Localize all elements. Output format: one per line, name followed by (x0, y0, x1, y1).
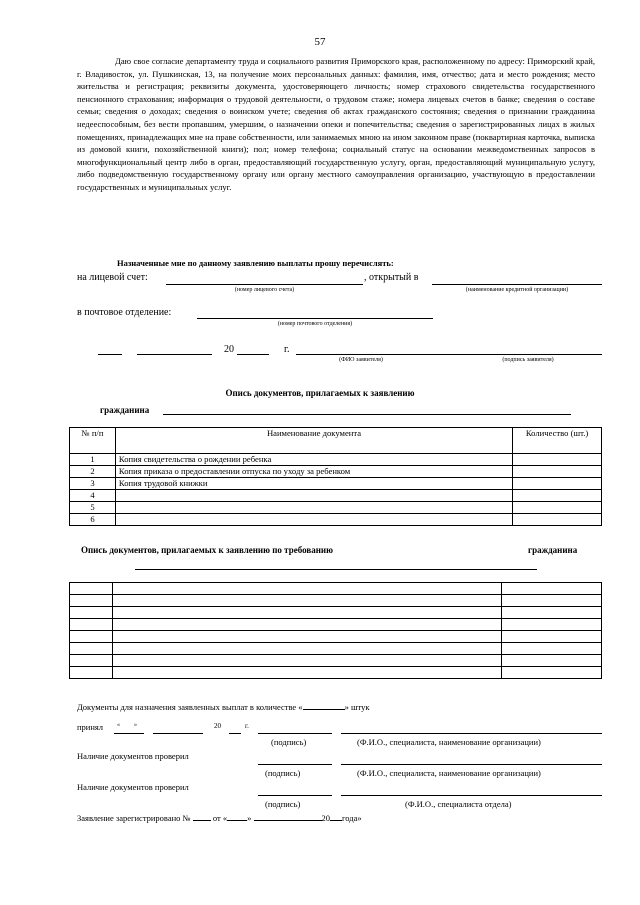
accepted-year-suffix: г. (245, 722, 249, 730)
registration-year-prefix: 20 (321, 813, 330, 823)
docs-count-text (77, 702, 369, 712)
accepted-year-prefix: 20 (214, 722, 221, 730)
row-qty[interactable] (513, 502, 602, 514)
row-num: 1 (70, 454, 116, 466)
accepted-quote-close: » (134, 722, 137, 728)
table-row (70, 667, 602, 679)
bank-name-field[interactable] (432, 284, 602, 285)
table-row (70, 478, 602, 490)
requested-documents-table (69, 582, 602, 679)
row-name: Копия трудовой книжки (115, 478, 512, 490)
year-field[interactable] (237, 354, 269, 355)
checked-dept-caption-2: (Ф.И.О., специалиста отдела) (405, 799, 512, 809)
row-num: 2 (70, 466, 116, 478)
consent-paragraph: Даю свое согласие департаменту труда и социального развития Приморского края, расположенному по адресу: Приморский край, г. Владивосток, ул. Пушкинская, 13, на получение моих персональных данных: фамилия, имя, отчество; дата и место рождения; место жительства и регистрация; реквизиты документа, удостоверяющего личность; номер страхового свидетельства государственного пенсионного страхования; информация о трудовой деятельности, о трудовом стаже; номера лицевых счетов в банке; сведения о составе семьи; сведения о доходах; сведения о воинском учете; сведения об актах гражданского состояния; сведения о признании гражданина недееспособным, без вести пропавшим, умершим, о назначении опеки и попечительства; сведения о зарегистрированных лицах в жилых помещениях, принадлежащих мне на праве собственности, или занимаемых мною на ином законном праве (поквартирная карточка, выписка из домовой книги, похозяйственной книги); пол; номер телефона; социальный статус на основании межведомственных запросов в многофункциональный центр либо в орган, предоставляющий государственную услугу, орган, предоставляющий муниципальную услугу, либо подведомственную государственному органу или органу местного самоуправления организацию, участвующую в предоставлении государственных и муниципальных услуг. (77, 56, 595, 192)
docs-count-prefix: Документы для назначения заявленных выплат в количестве « (77, 702, 303, 712)
registration-number-field[interactable] (193, 820, 211, 821)
accepted-sign-caption: (подпись) (271, 737, 307, 747)
table-row (70, 514, 602, 526)
table-row (70, 631, 602, 643)
inventory2-citizen-field[interactable] (135, 569, 537, 570)
checked-org-field-1[interactable] (341, 764, 602, 765)
sign-caption: (подпись заявителя) (502, 357, 554, 363)
payment-heading: Назначенные мне по данному заявлению выплаты прошу перечислять: (117, 258, 394, 268)
registration-month-field[interactable] (254, 820, 322, 821)
row-num: 5 (70, 502, 116, 514)
inventory-citizen-field[interactable] (163, 414, 571, 415)
accepted-org-caption: (Ф.И.О., специалиста, наименование организации) (357, 737, 541, 747)
table-row (70, 454, 602, 466)
table-row (70, 502, 602, 514)
table-row (70, 583, 602, 595)
page-number: 57 (314, 36, 326, 48)
registration-quote-close: » (247, 813, 252, 823)
inventory-citizen-label: гражданина (100, 405, 150, 415)
day-field[interactable] (98, 354, 122, 355)
accepted-quote-open: « (117, 722, 120, 728)
accepted-year-field[interactable] (229, 733, 241, 734)
row-name[interactable] (115, 490, 512, 502)
post-office-label: в почтовое отделение: (77, 307, 172, 318)
checked-sign-field-2[interactable] (258, 795, 332, 796)
table-row (70, 619, 602, 631)
table-row (70, 643, 602, 655)
checked-sign-field-1[interactable] (258, 764, 332, 765)
row-name: Копия приказа о предоставлении отпуска по уходу за ребенком (115, 466, 512, 478)
row-qty[interactable] (513, 514, 602, 526)
header-qty: Количество (шт.) (513, 428, 602, 454)
checked-sign-caption-2: (подпись) (265, 799, 301, 809)
fio-caption: (ФИО заявителя) (339, 357, 383, 363)
inventory-title: Опись документов, прилагаемых к заявлению (225, 388, 415, 398)
accepted-label: принял (77, 722, 104, 732)
docs-count-field[interactable] (303, 709, 345, 710)
table-row (70, 466, 602, 478)
row-name[interactable] (115, 502, 512, 514)
header-num: № п/п (70, 428, 116, 454)
registration-from-label: от « (212, 813, 228, 823)
row-num: 4 (70, 490, 116, 502)
post-office-field[interactable] (197, 318, 433, 319)
table-row (70, 490, 602, 502)
account-caption: (номер лицевого счета) (234, 287, 295, 293)
table-row (70, 607, 602, 619)
row-num: 3 (70, 478, 116, 490)
docs-count-suffix: » штук (344, 702, 370, 712)
table-row (70, 655, 602, 667)
row-qty[interactable] (513, 466, 602, 478)
fio-sign-field[interactable] (296, 354, 602, 355)
row-num: 6 (70, 514, 116, 526)
checked-org-caption-1: (Ф.И.О., специалиста, наименование организации) (357, 768, 541, 778)
table-row (70, 595, 602, 607)
account-label: на лицевой счет: (77, 272, 148, 283)
table-header (70, 428, 602, 454)
documents-table (69, 427, 602, 526)
accepted-sign-field[interactable] (258, 733, 332, 734)
inventory2-title: Опись документов, прилагаемых к заявлению по требованию (81, 545, 333, 555)
accepted-month-field[interactable] (153, 733, 203, 734)
year-prefix: 20 (224, 344, 234, 355)
inventory2-citizen-label: гражданина (528, 545, 578, 555)
row-qty[interactable] (513, 478, 602, 490)
registration-year-suffix: года» (342, 813, 362, 823)
header-name: Наименование документа (115, 428, 512, 454)
checked-sign-caption-1: (подпись) (265, 768, 301, 778)
opened-label: , открытый в (364, 272, 419, 283)
accepted-org-field[interactable] (341, 733, 602, 734)
post-office-caption: (номер почтового отделения) (277, 321, 353, 327)
checked-label-1: Наличие документов проверил (77, 751, 189, 761)
month-field[interactable] (137, 354, 212, 355)
registration-day-field[interactable] (227, 820, 247, 821)
year-suffix: г. (284, 344, 290, 355)
registration-label: Заявление зарегистрировано № (77, 813, 191, 823)
checked-dept-field-2[interactable] (341, 795, 602, 796)
row-name[interactable] (115, 514, 512, 526)
registration-line (77, 813, 362, 823)
row-qty[interactable] (513, 490, 602, 502)
registration-year-field[interactable] (330, 820, 342, 821)
accepted-day-field[interactable] (114, 733, 144, 734)
account-number-field[interactable] (166, 284, 363, 285)
row-name: Копия свидетельства о рождении ребенка (115, 454, 512, 466)
row-qty[interactable] (513, 454, 602, 466)
bank-caption: (наименование кредитной организации) (465, 287, 569, 293)
checked-label-2: Наличие документов проверил (77, 782, 189, 792)
